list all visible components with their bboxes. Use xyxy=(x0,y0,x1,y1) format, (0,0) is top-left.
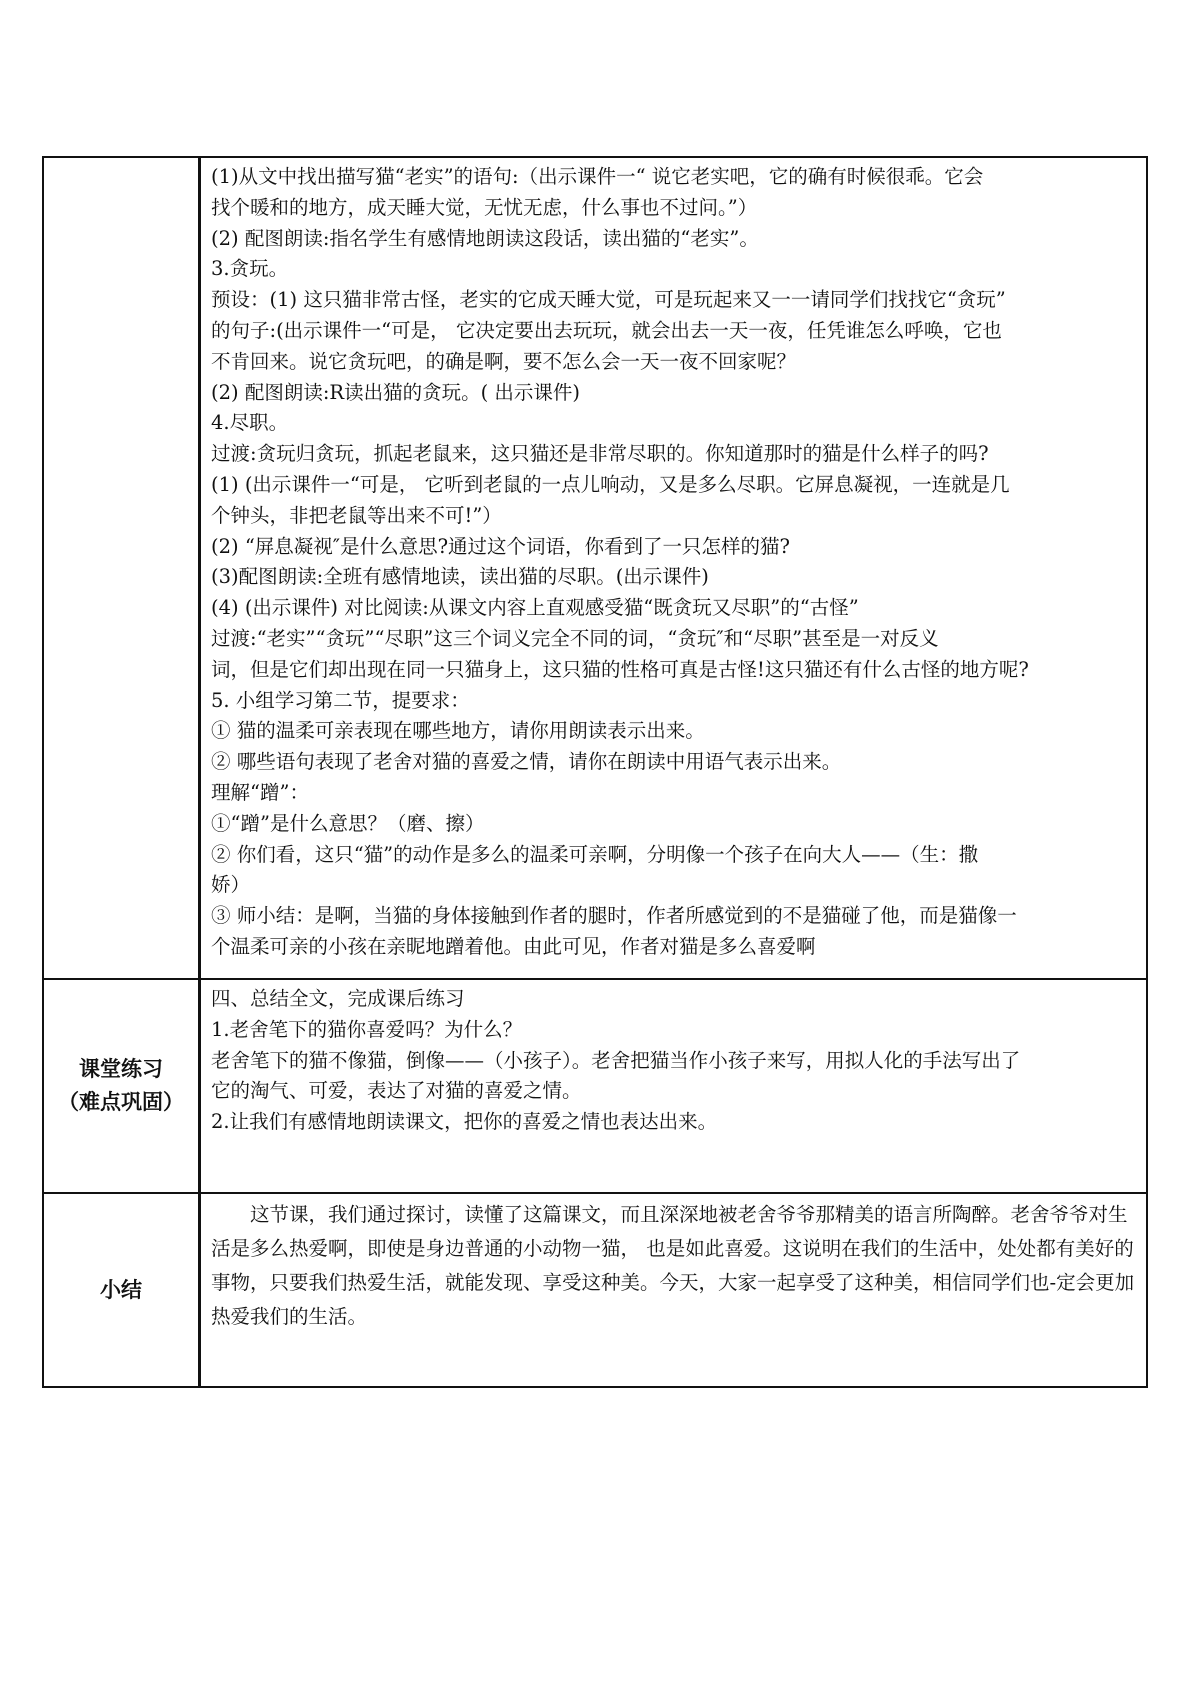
classroom-practice-content xyxy=(200,979,1148,1193)
text-line: ② 你们看，这只“猫”的动作是多么的温柔可亲啊，分明像一个孩子在向大人——（生：撒 xyxy=(211,842,979,866)
text-line: ① 猫的温柔可亲表现在哪些地方，请你用朗读表示出来。 xyxy=(211,719,705,743)
text-line: 个温柔可亲的小孩在亲昵地蹭着他。由此可见，作者对猫是多么喜爱啊 xyxy=(211,934,816,958)
text-line: (2) 配图朗读:R读出猫的贪玩。( 出示课件) xyxy=(211,380,580,404)
text-line: 3.贪玩。 xyxy=(211,257,289,281)
row-label-empty xyxy=(43,157,200,979)
text-line: (1)从文中找出描写猫“老实”的语句:（出示课件一“ 说它老实吧，它的确有时候很乖。它会 xyxy=(211,165,984,188)
text-line: (2) “屏息凝视″是什么意思?通过这个词语，你看到了一只怎样的猫? xyxy=(211,534,790,558)
text-line: 娇） xyxy=(211,873,251,897)
text-line: 过渡:“老实”“贪玩”“尽职”这三个词义完全不同的词，“贪玩″和“尽职”甚至是一对反义 xyxy=(211,626,939,650)
text-line: 找个暖和的地方，成天睡大觉，无忧无虑，什么事也不过问。”） xyxy=(211,195,758,219)
text-line: (1) (出示课件一“可是， 它听到老鼠的一点儿响动，又是多么尽职。它屏息凝视，一连就是几 xyxy=(211,472,1010,496)
text-line: 的句子:(出示课件一“可是， 它决定要出去玩玩，就会出去一天一夜，任凭谁怎么呼唤，它也 xyxy=(211,318,1002,342)
text-line: ①“蹭”是什么意思？（磨、擦） xyxy=(211,811,485,835)
lesson-plan-table xyxy=(42,156,1148,1388)
difficulty-consolidation-label: （难点巩固） xyxy=(58,1090,184,1114)
text-line: 预设：(1) 这只猫非常古怪，老实的它成天睡大觉，可是玩起来又一一请同学们找找它“贪玩” xyxy=(211,288,1006,312)
text-line: (3)配图朗读:全班有感情地读，读出猫的尽职。(出示课件) xyxy=(211,565,709,589)
table-row-teaching-process xyxy=(43,157,1147,979)
text-line: 个钟头，非把老鼠等出来不可!”） xyxy=(211,503,502,527)
text-line: 2.让我们有感情地朗读课文，把你的喜爱之情也表达出来。 xyxy=(211,1110,718,1134)
teaching-process-content xyxy=(200,157,1148,979)
text-line: 不肯回来。说它贪玩吧，的确是啊，要不怎么会一天一夜不回家呢？ xyxy=(211,349,797,373)
text-line: 词，但是它们却出现在同一只猫身上，这只猫的性格可真是古怪!这只猫还有什么古怪的地方呢? xyxy=(211,657,1029,681)
table-row-classroom-practice xyxy=(43,979,1147,1193)
text-line: 4.尽职。 xyxy=(211,411,289,435)
text-line: 四、总结全文，完成课后练习 xyxy=(211,987,465,1010)
summary-paragraph: 这节课，我们通过探讨，读懂了这篇课文，而且深深地被老舍爷爷那精美的语言所陶醉。老舍爷爷对生活是多么热爱啊，即使是身边普通的小动物一猫， 也是如此喜爱。这说明在我们的生活中，处处都有美好的事物，只要我们热爱生活，就能发现、享受这种美。今天，大家一起享受了这种美，相信同学们也-定会更加热爱我们的生活。 xyxy=(211,1203,1135,1328)
summary-content xyxy=(200,1193,1148,1387)
table-row-summary xyxy=(43,1193,1147,1387)
text-line: (2) 配图朗读:指名学生有感情地朗读这段话，读出猫的“老实”。 xyxy=(211,226,759,250)
text-line: 它的淘气、可爱，表达了对猫的喜爱之情。 xyxy=(211,1079,582,1103)
row-label-summary xyxy=(43,1193,200,1387)
text-line: 理解“蹭”： xyxy=(211,780,309,804)
text-line: 5. 小组学习第二节，提要求： xyxy=(211,688,470,712)
text-line: 过渡:贪玩归贪玩，抓起老鼠来，这只猫还是非常尽职的。你知道那时的猫是什么样子的吗? xyxy=(211,442,989,466)
row-label-classroom-practice xyxy=(43,979,200,1193)
classroom-practice-label: 课堂练习 xyxy=(79,1057,163,1081)
text-line: 老舍笔下的猫不像猫，倒像——（小孩子）。老舍把猫当作小孩子来写，用拟人化的手法写出了 xyxy=(211,1048,1021,1072)
summary-label: 小结 xyxy=(100,1277,142,1302)
text-line: ③ 师小结：是啊，当猫的身体接触到作者的腿时，作者所感觉到的不是猫碰了他，而是猫像一 xyxy=(211,904,1017,928)
text-line: 1.老舍笔下的猫你喜爱吗？为什么？ xyxy=(211,1017,523,1041)
text-line: (4) (出示课件) 对比阅读:从课文内容上直观感受猫“既贪玩又尽职”的“古怪” xyxy=(211,596,859,620)
text-line: ② 哪些语句表现了老舍对猫的喜爱之情，请你在朗读中用语气表示出来。 xyxy=(211,750,842,774)
